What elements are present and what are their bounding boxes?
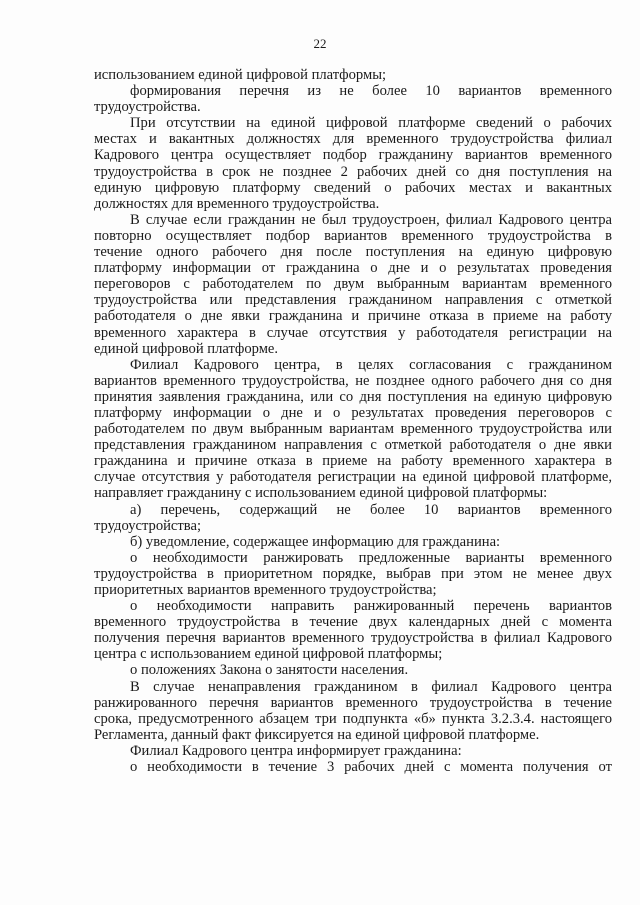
text-line: временного трудоустройства в течение двух календарных дней с момента <box>94 614 612 631</box>
text-line: временного характера в случае отсутствия у работодателя регистрации на <box>94 324 612 341</box>
text-line: Филиал Кадрового центра, в целях согласования с гражданином <box>130 356 612 373</box>
text-line: трудоустройства. <box>94 99 201 116</box>
text-line: о положениях Закона о занятости населения. <box>130 662 409 679</box>
text-line: работодателем по двум выбранным вариантам временного трудоустройства или <box>94 421 612 438</box>
text-line: представления гражданином направления с отметкой работодателя о дне явки <box>94 437 612 454</box>
text-line: о необходимости в течение 3 рабочих дней с момента получения от <box>130 759 612 776</box>
text-line: гражданина и причине отказа в приеме на работу временного характера в <box>94 453 612 470</box>
text-line: течение одного рабочего дня после поступления на единую цифровую <box>94 244 612 261</box>
text-line: местах и вакантных должностях для временного трудоустройства филиал <box>94 131 612 148</box>
text-line: трудоустройства или представления гражданином направления с отметкой <box>94 292 612 309</box>
text-line: срока, предусмотренного абзацем три подпункта «б» пункта 3.2.3.4. настоящего <box>94 710 612 727</box>
text-line: трудоустройства в приоритетном порядке, выбрав при этом не менее двух <box>94 565 612 582</box>
document-body <box>94 67 612 775</box>
text-line: о необходимости ранжировать предложенные варианты временного <box>130 549 612 566</box>
text-line: получения перечня вариантов временного трудоустройства в филиал Кадрового <box>94 630 612 647</box>
text-line: приоритетных вариантов временного трудоустройства; <box>94 582 437 598</box>
text-line: Кадрового центра осуществляет подбор гражданину вариантов временного <box>94 147 612 164</box>
text-line: а) перечень, содержащий не более 10 вариантов временного <box>130 501 612 518</box>
text-line: использованием единой цифровой платформы; <box>94 67 387 83</box>
text-line: трудоустройства в срок не позднее 2 рабочих дней со дня поступления на <box>94 163 612 180</box>
text-line: повторно осуществляет подбор вариантов временного трудоустройства в <box>94 227 612 244</box>
text-line: формирования перечня из не более 10 вариантов временного <box>130 83 612 100</box>
text-line: направляет гражданину с использованием единой цифровой платформы: <box>94 485 548 502</box>
text-line: случае отсутствия у работодателя регистрации на единой цифровой платформе, <box>94 469 612 486</box>
text-line: трудоустройства; <box>94 517 202 534</box>
text-line: платформу информации от гражданина о дне и о результатах проведения <box>94 260 612 277</box>
text-line: центра с использованием единой цифровой платформы; <box>94 646 443 663</box>
text-line: единой цифровой платформе. <box>94 340 279 357</box>
text-line: принятия заявления гражданина, или со дня поступления на единую цифровую <box>94 388 612 405</box>
text-line: Филиал Кадрового центра информирует гражданина: <box>130 742 462 759</box>
text-line: переговоров с работодателем по двум выбранным вариантам временного <box>94 276 612 293</box>
text-line: платформу информации о дне и о результатах проведения переговоров с <box>94 404 612 421</box>
text-line: При отсутствии на единой цифровой платформе сведений о рабочих <box>130 115 612 132</box>
text-line: вариантов временного трудоустройства, не позднее одного рабочего дня со дня <box>94 372 612 389</box>
text-line: ранжированного перечня вариантов временного трудоустройства в течение <box>94 694 612 711</box>
text-line: В случае если гражданин не был трудоустроен, филиал Кадрового центра <box>130 211 612 228</box>
text-line: Регламента, данный факт фиксируется на единой цифровой платформе. <box>94 726 540 743</box>
text-line: В случае ненаправления гражданином в филиал Кадрового центра <box>130 678 612 695</box>
text-line: единую цифровую платформу сведений о рабочих местах и вакантных <box>94 179 612 196</box>
text-line: работодателя о дне явки гражданина и причине отказа в приеме на работу <box>94 308 612 325</box>
text-line: должностях для временного трудоустройства. <box>94 195 380 212</box>
text-line: б) уведомление, содержащее информацию для гражданина: <box>130 533 501 550</box>
text-line: о необходимости направить ранжированный перечень вариантов <box>130 598 612 615</box>
page-number: 22 <box>313 36 327 51</box>
